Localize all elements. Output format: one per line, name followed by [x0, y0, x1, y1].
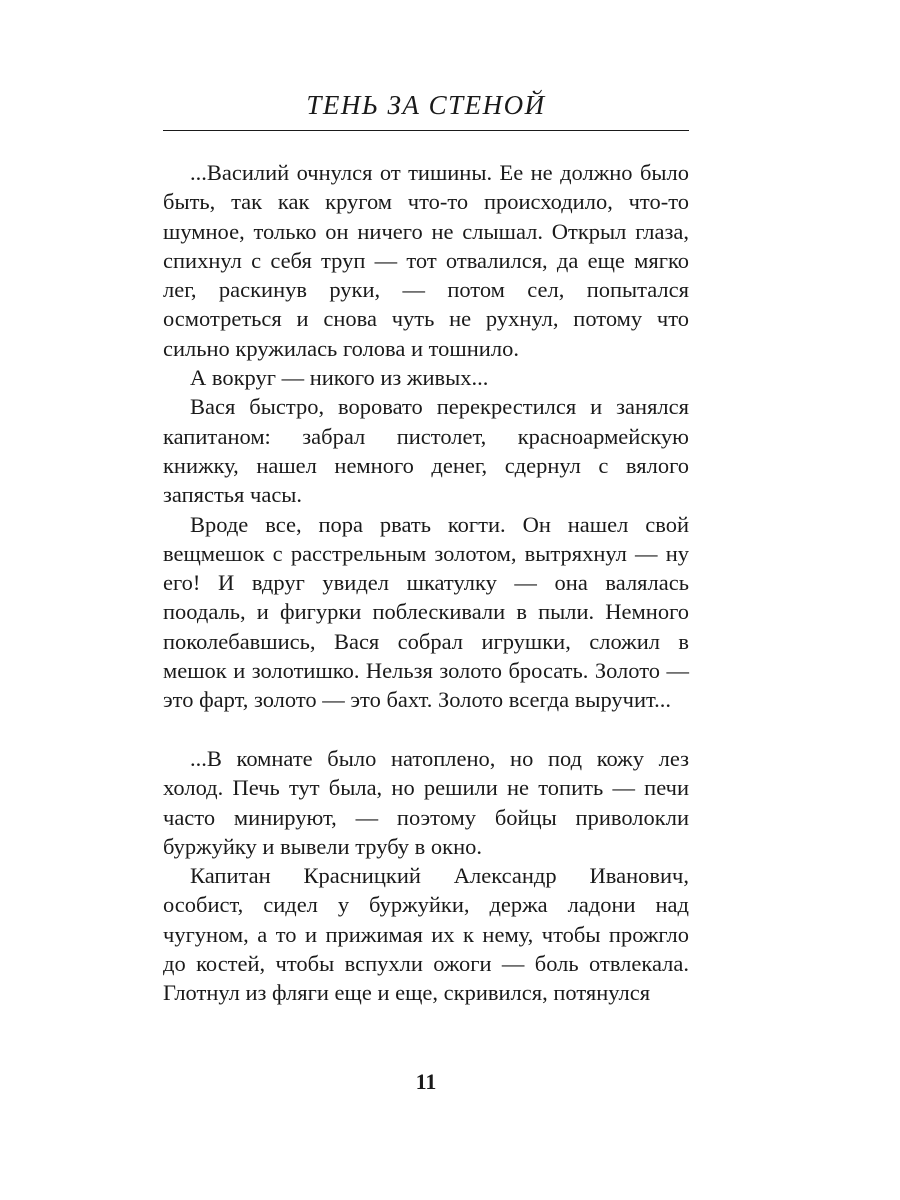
paragraph: ...В комнате было натоплено, но под кожу лез холод. Печь тут была, но решили не топить — печи часто минируют, — поэтому бойцы приволокли буржуйку и вывели трубу в окно.: [163, 745, 689, 859]
paragraph: А вокруг — никого из живых...: [190, 365, 489, 391]
paragraph: Вроде все, пора рвать когти. Он нашел свой вещмешок с расстрельным золотом, вытряхнул — ну его! И вдруг увидел шкатулку — она валялась поодаль, и фигурки поблескивали в пыли. Немного поколебавшись, Вася собрал игрушки, сложил в мешок и золотишко. Нельзя золото бросать. Золото — это фарт, золото — это бахт. Золото всегда выручит...: [163, 511, 689, 713]
paragraph: ...Василий очнулся от тишины. Ее не должно было быть, так как кругом что-то происходило, что-то шумное, только он ничего не слышал. Открыл глаза, спихнул с себя труп — тот отвалился, да еще мягко лег, раскинув руки, — потом сел, попытался осмотреться и снова чуть не рухнул, потому что сильно кружилась голова и тошнило.: [163, 160, 689, 361]
header-rule: [163, 130, 689, 131]
page-number: 11: [415, 1069, 437, 1094]
body-text: [163, 158, 689, 1008]
running-head-title: ТЕНЬ ЗА СТЕНОЙ: [306, 90, 546, 120]
paragraph: Вася быстро, воровато перекрестился и занялся капитаном: забрал пистолет, красноармейскую книжку, нашел немного денег, сдернул с вялого запястья часы.: [163, 394, 689, 508]
paragraph: Капитан Красницкий Александр Иванович, особист, сидел у буржуйки, держа ладони над чугуном, а то и прижимая их к нему, чтобы прожгло до костей, чтобы вспухли ожоги — боль отвлекала. Глотнул из фляги еще и еще, скривился, потянулся: [163, 863, 689, 1006]
section-break: [163, 715, 689, 744]
